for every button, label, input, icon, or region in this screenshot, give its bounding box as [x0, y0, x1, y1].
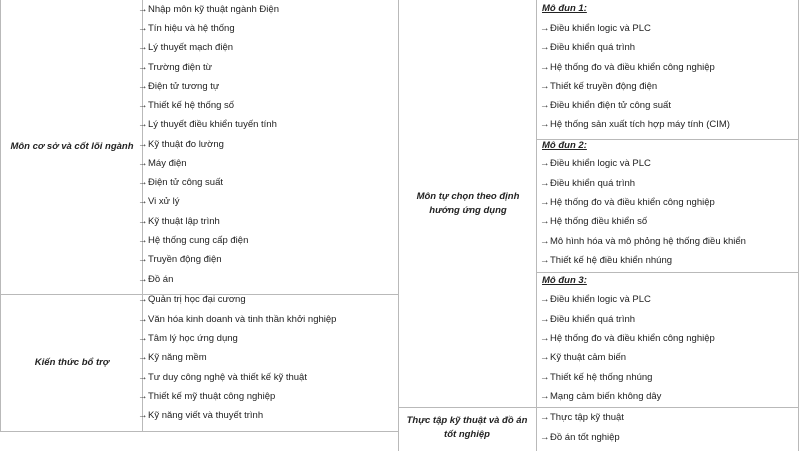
- arrow-icon: →: [540, 158, 550, 169]
- list-item: →Thiết kế mỹ thuật công nghiệp: [138, 391, 276, 402]
- list-item: →Lý thuyết mạch điện: [138, 42, 234, 53]
- list-item: →Hệ thống đo và điều khiển công nghiệp: [540, 197, 715, 208]
- list-item: →Kỹ thuật cảm biến: [540, 352, 627, 363]
- category-elective-label: Môn tự chọn theo định hướng ứng dụng: [416, 190, 520, 216]
- list-item: →Điều khiển logic và PLC: [540, 23, 651, 34]
- category-supplementary: [2, 295, 142, 431]
- list-item: →Thiết kế truyền động điện: [540, 81, 658, 92]
- arrow-icon: →: [540, 62, 550, 73]
- list-item: →Hệ thống đo và điều khiển công nghiệp: [540, 333, 715, 344]
- arrow-icon: →: [540, 255, 550, 266]
- list-item: →Lý thuyết điều khiển tuyến tính: [138, 119, 277, 130]
- module-2-title: Mô đun 2:: [542, 140, 587, 151]
- module-3-title: Mô đun 3:: [542, 275, 587, 286]
- arrow-icon: →: [540, 412, 550, 423]
- arrow-icon: →: [138, 196, 148, 207]
- arrow-icon: →: [138, 410, 148, 421]
- arrow-icon: →: [138, 119, 148, 130]
- list-item: →Quản trị học đại cương: [138, 294, 246, 305]
- list-item: →Điều khiển logic và PLC: [540, 294, 651, 305]
- list-item: →Điện tử tương tự: [138, 81, 220, 92]
- arrow-icon: →: [138, 177, 148, 188]
- arrow-icon: →: [540, 314, 550, 325]
- arrow-icon: →: [138, 4, 148, 15]
- arrow-icon: →: [540, 100, 550, 111]
- list-item: →Nhập môn kỹ thuật ngành Điện: [138, 4, 279, 15]
- list-item: →Hệ thống cung cấp điện: [138, 235, 249, 246]
- arrow-icon: →: [540, 23, 550, 34]
- list-item: →Văn hóa kinh doanh và tinh thần khởi nghiệp: [138, 314, 337, 325]
- list-item: →Hệ thống sản xuất tích hợp máy tính (CIM): [540, 119, 730, 130]
- list-item: →Trường điện từ: [138, 62, 213, 73]
- list-item: →Mạng cảm biến không dây: [540, 391, 662, 402]
- arrow-icon: →: [540, 42, 550, 53]
- list-item: →Điều khiển quá trình: [540, 42, 636, 53]
- arrow-icon: →: [540, 391, 550, 402]
- core-items-list: [138, 0, 396, 294]
- list-item: →Kỹ thuật đo lường: [138, 139, 224, 150]
- list-item: →Điện tử công suất: [138, 177, 224, 188]
- arrow-icon: →: [540, 372, 550, 383]
- category-internship: [400, 408, 534, 448]
- list-item: →Vi xử lý: [138, 196, 180, 207]
- arrow-icon: →: [138, 62, 148, 73]
- list-item: →Kỹ thuật lập trình: [138, 216, 220, 227]
- arrow-icon: →: [540, 119, 550, 130]
- supplementary-items-list: [138, 295, 396, 431]
- list-item: →Đồ án tốt nghiệp: [540, 432, 620, 443]
- list-item: →Thiết kế hệ điều khiển nhúng: [540, 255, 673, 266]
- module-3: [540, 273, 796, 407]
- arrow-icon: →: [138, 352, 148, 363]
- grid-line-left-edge: [0, 0, 1, 432]
- arrow-icon: →: [138, 139, 148, 150]
- grid-line-col-2: [398, 0, 399, 451]
- category-internship-label: Thực tập kỹ thuật và đồ án tốt nghiệp: [406, 415, 528, 440]
- arrow-icon: →: [138, 254, 148, 265]
- arrow-icon: →: [540, 236, 550, 247]
- category-elective: [404, 0, 532, 407]
- arrow-icon: →: [138, 42, 148, 53]
- list-item: →Hệ thống điều khiển số: [540, 216, 648, 227]
- list-item: →Máy điện: [138, 158, 187, 169]
- arrow-icon: →: [138, 81, 148, 92]
- arrow-icon: →: [138, 372, 148, 383]
- category-core-label: Môn cơ sở và cốt lõi ngành: [10, 141, 134, 152]
- module-1-title: Mô đun 1:: [542, 3, 587, 14]
- arrow-icon: →: [138, 294, 148, 305]
- list-item: →Thiết kế hệ thống nhúng: [540, 372, 653, 383]
- list-item: →Điều khiển logic và PLC: [540, 158, 651, 169]
- arrow-icon: →: [540, 216, 550, 227]
- list-item: →Thực tập kỹ thuật: [540, 412, 624, 423]
- module-2: [540, 140, 796, 272]
- arrow-icon: →: [138, 333, 148, 344]
- arrow-icon: →: [540, 333, 550, 344]
- category-core: [2, 0, 142, 294]
- list-item: →Tín hiệu và hệ thống: [138, 23, 235, 34]
- arrow-icon: →: [138, 158, 148, 169]
- list-item: →Kỹ năng mềm: [138, 352, 207, 363]
- arrow-icon: →: [540, 81, 550, 92]
- arrow-icon: →: [540, 432, 550, 443]
- grid-line-right-edge: [798, 0, 799, 451]
- list-item: →Đồ án: [138, 274, 174, 285]
- list-item: →Điều khiển quá trình: [540, 178, 636, 189]
- arrow-icon: →: [138, 314, 148, 325]
- list-item: →Điều khiển quá trình: [540, 314, 636, 325]
- arrow-icon: →: [138, 274, 148, 285]
- internship-items-list: [540, 408, 796, 451]
- list-item: →Thiết kế hệ thống số: [138, 100, 235, 111]
- arrow-icon: →: [540, 178, 550, 189]
- arrow-icon: →: [138, 216, 148, 227]
- grid-line-left-bottom: [0, 431, 398, 432]
- list-item: →Truyền động điện: [138, 254, 222, 265]
- arrow-icon: →: [138, 391, 148, 402]
- category-supplementary-label: Kiến thức bổ trợ: [34, 357, 110, 368]
- list-item: →Kỹ năng viết và thuyết trình: [138, 410, 264, 421]
- arrow-icon: →: [138, 23, 148, 34]
- grid-line-col-3: [536, 0, 537, 451]
- arrow-icon: →: [138, 235, 148, 246]
- list-item: →Tư duy công nghệ và thiết kế kỹ thuật: [138, 372, 307, 383]
- list-item: →Tâm lý học ứng dụng: [138, 333, 238, 344]
- arrow-icon: →: [540, 197, 550, 208]
- module-1: [540, 0, 796, 139]
- arrow-icon: →: [540, 294, 550, 305]
- list-item: →Hệ thống đo và điều khiển công nghiệp: [540, 62, 715, 73]
- list-item: →Mô hình hóa và mô phỏng hệ thống điều khiển: [540, 236, 746, 247]
- arrow-icon: →: [138, 100, 148, 111]
- list-item: →Điều khiển điện tử công suất: [540, 100, 671, 111]
- arrow-icon: →: [540, 352, 550, 363]
